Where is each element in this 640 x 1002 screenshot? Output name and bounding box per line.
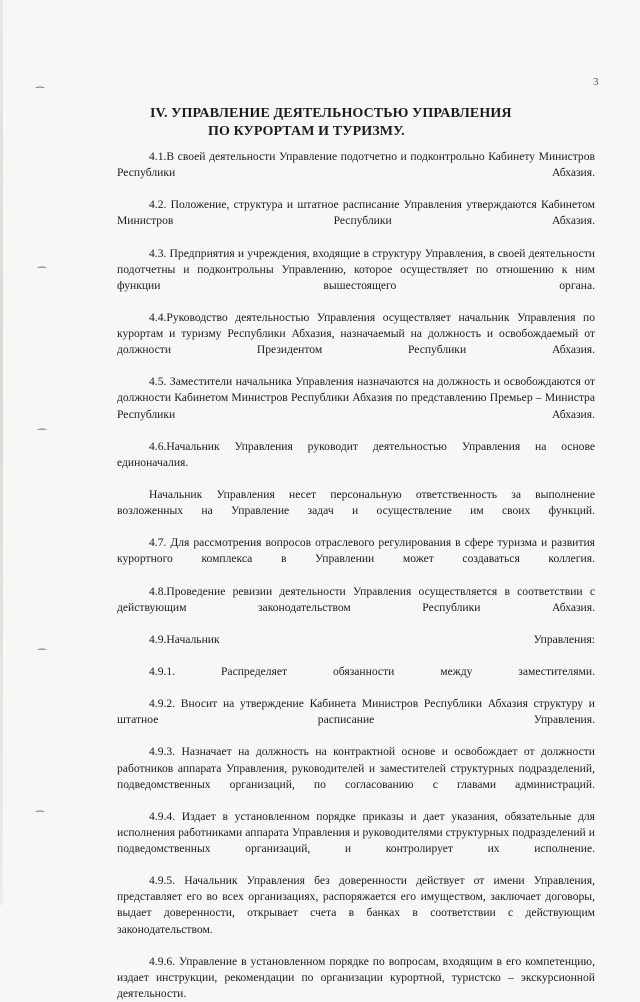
paragraph-4-9-1: 4.9.1. Распределяет обязанности между заместителями. [149,665,595,678]
page-binding-edge [0,0,3,905]
binder-hole-mark: ⁀ [38,430,47,441]
section-title-line-2: ПО КУРОРТАМ И ТУРИЗМУ. [208,124,405,139]
paragraph-4-9-5: 4.9.5. Начальник Управления без доверенности действует от имени Управления, представляет его во всех организациях, распоряжается его имуществом, заключает договоры, выдает доверенности, открывает счета в банках в соответствии с действующим законодательством. [117,874,595,936]
paragraph-4-8: 4.8.Проведение ревизии деятельности Управления осуществляется в соответствии с действующим законодательством Республики Абхазия. [117,584,595,614]
binder-hole-mark: ⁀ [36,88,45,99]
binder-hole-mark: ⁀ [38,268,47,279]
paragraph-4-9-4: 4.9.4. Издает в установленном порядке приказы и дает указания, обязательные для исполнения работниками аппарата Управления и руководителями структурных подразделений и подведомственных организаций, и контролирует их исполнение. [117,809,595,856]
paragraph-4-1: 4.1.В своей деятельности Управление подотчетно и подконтрольно Кабинету Министров Республики Абхазия. [117,150,595,180]
document-body [117,149,595,1002]
page-number: 3 [593,76,599,88]
binder-hole-mark: ⁀ [38,650,47,661]
section-title-line-1: IV. УПРАВЛЕНИЕ ДЕЯТЕЛЬНОСТЬЮ УПРАВЛЕНИЯ [150,106,512,121]
paragraph-4-7: 4.7. Для рассмотрения вопросов отраслевого регулирования в сфере туризма и развития курортного комплекса в Управлении может создаваться коллегия. [117,536,595,566]
paragraph-4-9-3: 4.9.3. Назначает на должность на контрактной основе и освобождает от должности работников аппарата Управления, руководителей и заместителей структурных подразделений, подведомственных организаций, по согласованию с главами администраций. [117,745,595,791]
paragraph-4-2: 4.2. Положение, структура и штатное расписание Управления утверждаются Кабинетом Министров Республики Абхазия. [117,198,595,228]
paragraph-4-9-2: 4.9.2. Вносит на утверждение Кабинета Министров Республики Абхазия структуру и штатное расписание Управления. [117,697,595,727]
paragraph-4-3: 4.3. Предприятия и учреждения, входящие в структуру Управления, в своей деятельности подотчетны и подконтрольны Управлению, которое осуществляет по отношению к ним функции вышестоящего органа. [117,246,595,292]
section-title [150,105,512,141]
paragraph-4-5: 4.5. Заместители начальника Управления назначаются на должность и освобождаются от должности Кабинетом Министров Республики Абхазия по представлению Премьер – Министра Республики Абхазия. [117,375,595,421]
paragraph-4-4: 4.4.Руководство деятельностью Управления осуществляет начальник Управления по курортам и туризму Республики Абхазия, назначаемый на должность и освобождаемый от должности Президентом Республики Абхазия. [117,310,595,357]
binder-hole-mark: ⁀ [36,812,45,823]
paragraph-4-9: 4.9.Начальник Управления: [149,632,595,646]
paragraph-4-6: 4.6.Начальник Управления руководит деятельностью Управления на основе единоначалия. [117,439,595,469]
paragraph-4-6-responsibility: Начальник Управления несет персональную ответственность за выполнение возложенных на Управление задач и осуществление им своих функций. [117,487,595,518]
paragraph-4-9-6: 4.9.6. Управление в установленном порядке по вопросам, входящим в его компетенцию, издает инструкции, рекомендации по организации курортной, туристско – экскурсионной деятельности. [117,954,595,1000]
